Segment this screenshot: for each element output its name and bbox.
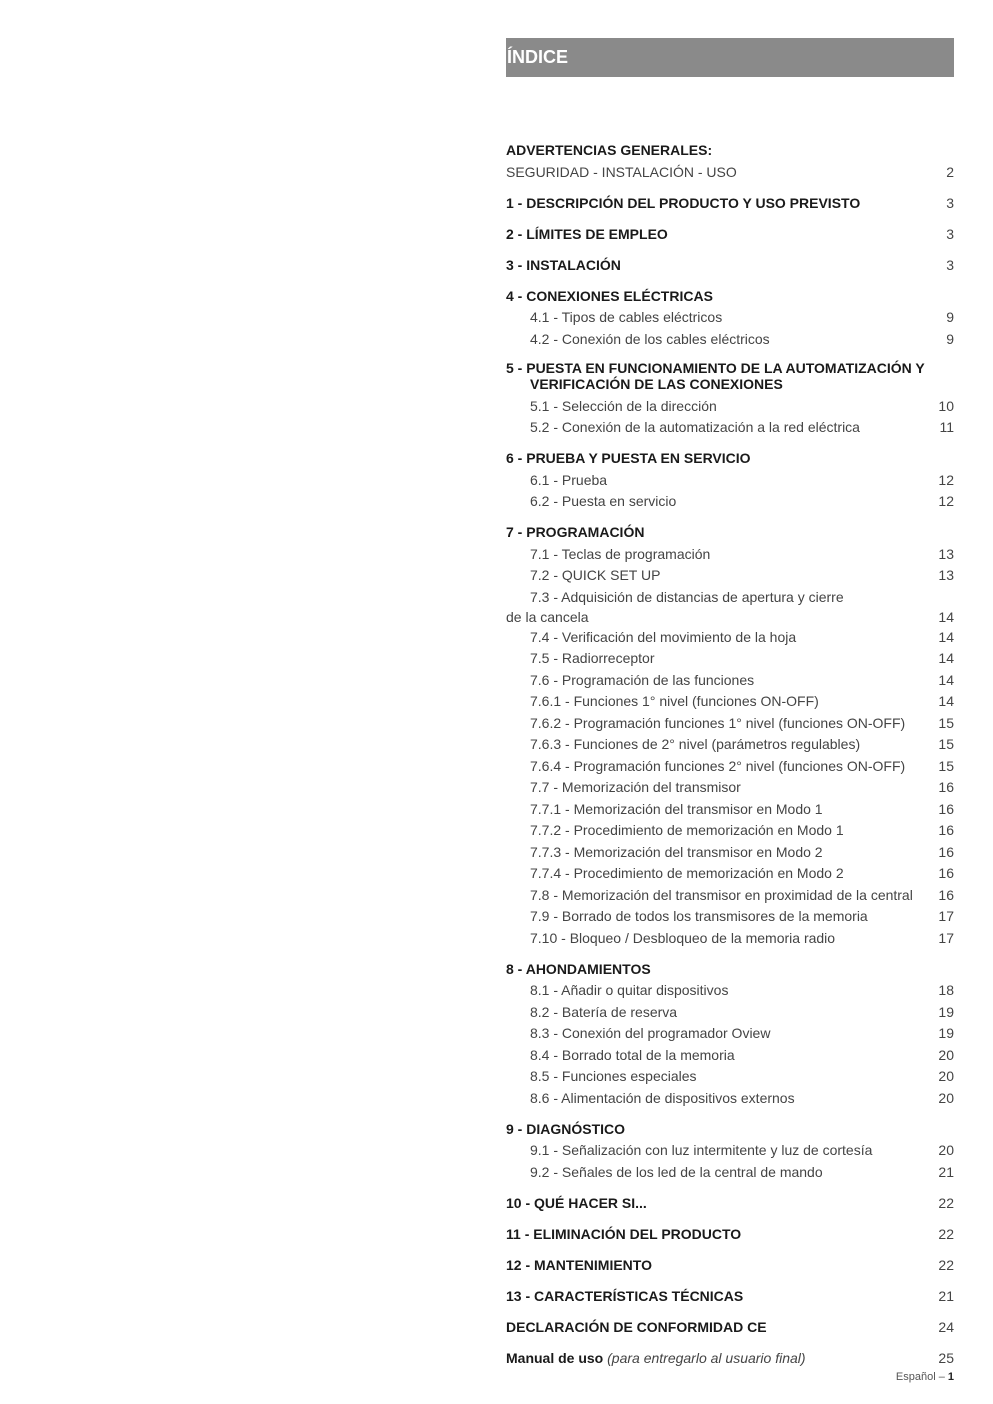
page-number: 14 — [938, 650, 954, 666]
page-number: 12 — [938, 471, 954, 488]
toc-item[interactable]: 4.1 - Tipos de cables eléctricos 9 — [506, 307, 954, 329]
index-title: ÍNDICE — [507, 47, 569, 67]
toc-section-13[interactable]: 13 - CARACTERÍSTICAS TÉCNICAS 21 — [506, 1286, 954, 1308]
page-number: 3 — [946, 194, 954, 211]
page-number: 17 — [938, 908, 954, 924]
page-number: 14 — [938, 628, 954, 645]
page-number: 25 — [938, 1349, 954, 1366]
toc-item[interactable]: 8.5 - Funciones especiales 20 — [506, 1066, 954, 1088]
page-number: 12 — [938, 493, 954, 509]
toc-item[interactable]: 7.10 - Bloqueo / Desbloqueo de la memoria radio 17 — [506, 928, 954, 950]
toc-user-manual[interactable] — [506, 1348, 954, 1370]
toc-item[interactable]: 5.2 - Conexión de la automatización a la red eléctrica 11 — [506, 417, 954, 439]
page-number: 22 — [938, 1225, 954, 1242]
toc-warnings-subtitle[interactable]: SEGURIDAD - INSTALACIÓN - USO 2 — [506, 162, 954, 184]
toc-item[interactable]: 7.6.3 - Funciones de 2° nivel (parámetros regulables) 15 — [506, 734, 954, 756]
toc-item[interactable]: 7.6.4 - Programación funciones 2° nivel (funciones ON-OFF) 15 — [506, 756, 954, 778]
toc-item[interactable]: 5.1 - Selección de la dirección 10 — [506, 396, 954, 418]
toc-item[interactable]: 8.4 - Borrado total de la memoria 20 — [506, 1045, 954, 1067]
toc-item[interactable]: 7.7.3 - Memorización del transmisor en Modo 2 16 — [506, 842, 954, 864]
toc-item[interactable]: 7.6.1 - Funciones 1° nivel (funciones ON-OFF) 14 — [506, 691, 954, 713]
page-number: 19 — [938, 1025, 954, 1041]
page-number: 15 — [938, 736, 954, 752]
page-number: 11 — [939, 419, 954, 435]
toc-item[interactable]: 7.7 - Memorización del transmisor 16 — [506, 777, 954, 799]
toc-section-3[interactable]: 3 - INSTALACIÓN 3 — [506, 255, 954, 277]
toc-section-4[interactable]: 4 - CONEXIONES ELÉCTRICAS — [506, 287, 713, 304]
toc-section-11[interactable]: 11 - ELIMINACIÓN DEL PRODUCTO 22 — [506, 1224, 954, 1246]
toc-item[interactable]: 9.2 - Señales de los led de la central de mando 21 — [506, 1162, 954, 1184]
page-number: 24 — [938, 1318, 954, 1335]
page-number: 16 — [938, 800, 954, 817]
toc-section-1[interactable]: 1 - DESCRIPCIÓN DEL PRODUCTO Y USO PREVISTO 3 — [506, 193, 954, 215]
toc-section-7[interactable]: 7 - PROGRAMACIÓN — [506, 524, 645, 540]
toc-item[interactable]: 7.3 - Adquisición de distancias de apertura y cierre de la cancela 14 — [506, 588, 954, 625]
page-number: 16 — [938, 865, 954, 881]
page-number: 14 — [938, 608, 954, 625]
toc-section-8[interactable]: 8 - AHONDAMIENTOS — [506, 960, 651, 977]
page-number: 3 — [946, 256, 954, 273]
page-number: 9 — [946, 309, 954, 325]
toc-item[interactable]: 7.2 - QUICK SET UP 13 — [506, 565, 954, 587]
toc-section-6[interactable]: 6 - PRUEBA Y PUESTA EN SERVICIO — [506, 450, 751, 466]
toc-item[interactable]: 6.2 - Puesta en servicio 12 — [506, 491, 954, 513]
toc-item[interactable]: 8.3 - Conexión del programador Oview 19 — [506, 1023, 954, 1045]
toc-item[interactable]: 7.9 - Borrado de todos los transmisores de la memoria 17 — [506, 906, 954, 928]
toc-item[interactable]: 7.5 - Radiorreceptor 14 — [506, 648, 954, 670]
toc-warnings-title[interactable]: ADVERTENCIAS GENERALES: — [506, 142, 713, 158]
toc-item[interactable]: 7.7.4 - Procedimiento de memorización en Modo 2 16 — [506, 863, 954, 885]
page-number: 16 — [938, 779, 954, 795]
page-number: 14 — [938, 671, 954, 688]
page-number: 13 — [938, 567, 954, 583]
toc-item[interactable]: 7.4 - Verificación del movimiento de la hoja 14 — [506, 627, 954, 649]
page-number: 16 — [938, 822, 954, 838]
toc-section-9[interactable]: 9 - DIAGNÓSTICO — [506, 1120, 626, 1137]
index-header-bar — [506, 38, 954, 77]
page-number: 20 — [938, 1046, 954, 1063]
page-number: 10 — [938, 397, 954, 414]
toc-item[interactable]: 7.1 - Teclas de programación 13 — [506, 544, 954, 566]
toc-section-10[interactable]: 10 - QUÉ HACER SI... 22 — [506, 1193, 954, 1215]
toc-item[interactable]: 7.6.2 - Programación funciones 1° nivel (funciones ON-OFF) 15 — [506, 713, 954, 735]
page-number: 15 — [938, 757, 954, 774]
toc-item[interactable]: 6.1 - Prueba 12 — [506, 470, 954, 492]
footer-language: Español – — [895, 1371, 948, 1383]
toc-declaration[interactable]: DECLARACIÓN DE CONFORMIDAD CE 24 — [506, 1317, 954, 1339]
footer-page-number: 1 — [947, 1371, 954, 1383]
page-number: 21 — [938, 1287, 954, 1304]
toc-item[interactable]: 7.8 - Memorización del transmisor en proximidad de la central 16 — [506, 885, 954, 907]
page-number: 14 — [938, 693, 954, 709]
toc-item[interactable]: 8.6 - Alimentación de dispositivos externos 20 — [506, 1088, 954, 1110]
page-number: 20 — [938, 1142, 954, 1158]
toc-section-2[interactable]: 2 - LÍMITES DE EMPLEO 3 — [506, 224, 954, 246]
page-number: 16 — [938, 886, 954, 903]
toc-section-5[interactable]: 5 - PUESTA EN FUNCIONAMIENTO DE LA AUTOMATIZACIÓN Y VERIFICACIÓN DE LAS CONEXIONES — [506, 359, 925, 392]
page-number: 18 — [938, 982, 954, 998]
toc-item[interactable]: 8.2 - Batería de reserva 19 — [506, 1002, 954, 1024]
page-number: 15 — [938, 714, 954, 731]
toc-item[interactable]: 7.7.1 - Memorización del transmisor en Modo 1 16 — [506, 799, 954, 821]
page-number: 2 — [946, 163, 954, 180]
page-footer — [896, 1371, 954, 1383]
page-number: 9 — [946, 330, 954, 347]
page-number: 3 — [946, 225, 954, 242]
table-of-contents — [506, 140, 954, 1369]
page-number: 21 — [938, 1163, 954, 1180]
page-number: 22 — [938, 1194, 954, 1211]
page-number: 13 — [938, 545, 954, 562]
toc-item[interactable]: 8.1 - Añadir o quitar dispositivos 18 — [506, 980, 954, 1002]
toc-item[interactable]: 9.1 - Señalización con luz intermitente y luz de cortesía 20 — [506, 1140, 954, 1162]
toc-item[interactable]: 4.2 - Conexión de los cables eléctricos 9 — [506, 329, 954, 351]
page-number: 22 — [938, 1256, 954, 1273]
page-number: 17 — [938, 929, 954, 946]
page-number: 16 — [938, 843, 954, 860]
page-number: 20 — [938, 1089, 954, 1106]
page-number: 20 — [938, 1068, 954, 1084]
toc-item[interactable]: 7.6 - Programación de las funciones 14 — [506, 670, 954, 692]
toc-item[interactable]: 7.7.2 - Procedimiento de memorización en Modo 1 16 — [506, 820, 954, 842]
manual-note: (para entregarlo al usuario final) — [607, 1349, 806, 1366]
toc-section-12[interactable]: 12 - MANTENIMIENTO 22 — [506, 1255, 954, 1277]
page-number: 19 — [938, 1003, 954, 1020]
manual-label: Manual de uso — [506, 1349, 604, 1366]
